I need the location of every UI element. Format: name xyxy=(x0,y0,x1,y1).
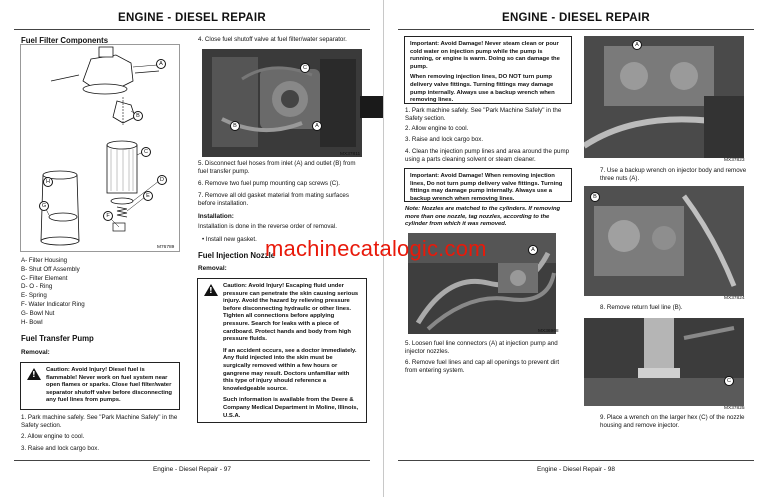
left-step-1: 1. Park machine safely. See "Park Machine Safely" in the Safety section. xyxy=(21,414,178,429)
injector-nuts-photo xyxy=(584,36,744,158)
legend-item: B- Shut Off Assembly xyxy=(21,265,80,273)
page-header: ENGINE - DIESEL REPAIR xyxy=(117,12,267,24)
right-step-8: 8. Remove return fuel line (B). xyxy=(600,304,683,311)
diagram-callout-d: D xyxy=(157,175,167,185)
photo1-code: MX37811 xyxy=(340,152,361,157)
damage-box-steam xyxy=(404,36,572,104)
return-line-photo xyxy=(584,186,744,296)
photo1-callout-c: C xyxy=(300,63,310,73)
right-step-5: 5. Loosen fuel line connectors (A) at injection pump and injector nozzles. xyxy=(405,340,558,355)
diagram-callout-b: B xyxy=(133,111,143,121)
photo-r3-callout-c: C xyxy=(724,376,734,386)
photo-r2-code: MX37824 xyxy=(724,296,745,301)
diagram-callout-h: H xyxy=(43,177,53,187)
page-footer: Engine - Diesel Repair - 97 xyxy=(152,466,232,473)
caution-box-fluid xyxy=(197,278,367,423)
damage-steam-text: Important: Avoid Damage! Never steam clean or pour cold water on injection pump while the pump is running, or engine is warm. Doing so can damage the pump. xyxy=(410,41,560,70)
legend-list xyxy=(21,257,85,327)
damage-lines-text: When removing injection lines, DO NOT turn pump delivery valve fittings. Turning fittings may damage pump internally. Always use a backup wrench when removing lines. xyxy=(410,74,555,104)
legend-item: H- Bowl xyxy=(21,318,43,326)
header-rule xyxy=(14,29,370,30)
fuel-transfer-pump-title: Fuel Transfer Pump xyxy=(21,334,94,343)
installation-text: Installation is done in the reverse order of removal. xyxy=(198,223,337,230)
footer-rule xyxy=(398,460,754,461)
page-footer: Engine - Diesel Repair - 98 xyxy=(536,466,616,473)
photo-r2-callout-b: B xyxy=(590,192,600,202)
header-rule xyxy=(398,29,754,30)
step-6-remove-screws: 6. Remove two fuel pump mounting cap screws (C). xyxy=(198,180,341,187)
right-step-3: 3. Raise and lock cargo box. xyxy=(405,136,484,143)
photo-mid-code: MX36968 xyxy=(538,329,559,334)
nozzle-note: Note: Nozzles are matched to the cylinders. If removing more than one nozzle, tag nozzles, according to the cylinder from which it was removed. xyxy=(405,206,561,228)
fuel-filter-title: Fuel Filter Components xyxy=(21,36,109,45)
photo-r1-code: MX37823 xyxy=(724,158,745,163)
fuel-filter-drawing xyxy=(21,45,181,253)
removal-label-2: Removal: xyxy=(198,265,227,272)
caution-fire-text: Caution: Avoid Injury! Diesel fuel is flammable! Never work on fuel system near open flames or sparks. Close fuel filter/water separator shutoff valve before disconnecting any fuel lines from pumps. xyxy=(46,367,173,404)
footer-rule xyxy=(14,460,370,461)
photo-r3-code: MX37825 xyxy=(724,406,745,411)
diagram-callout-a: A xyxy=(156,59,166,69)
step-5-disconnect-hoses: 5. Disconnect fuel hoses from inlet (A) and outlet (B) from fuel transfer pump. xyxy=(198,160,356,175)
step-7-remove-gasket: 7. Remove all old gasket material from mating surfaces before installation. xyxy=(198,192,349,207)
photo-r1-callout-a: A xyxy=(632,40,642,50)
injector-nuts-photo-drawing xyxy=(584,36,744,158)
fuel-injection-nozzle-title: Fuel Injection Nozzle xyxy=(198,251,276,260)
legend-item: E- Spring xyxy=(21,292,47,300)
nozzle-hex-photo-drawing xyxy=(584,318,744,406)
fuel-pump-photo xyxy=(202,49,362,157)
section-tab xyxy=(360,96,384,118)
photo-mid-callout-a: A xyxy=(528,245,538,255)
legend-item: C- Filter Element xyxy=(21,274,68,282)
diagram-callout-f: F xyxy=(103,211,113,221)
right-step-6: 6. Remove fuel lines and cap all openings to prevent dirt from entering system. xyxy=(405,359,560,374)
install-gasket-bullet: • Install new gasket. xyxy=(202,236,257,243)
removal-label: Removal: xyxy=(21,349,50,356)
diagram-callout-c: C xyxy=(141,147,151,157)
warning-triangle-icon: ! xyxy=(27,368,41,380)
legend-item: G- Bowl Nut xyxy=(21,309,55,317)
left-step-3: 3. Raise and lock cargo box. xyxy=(21,445,100,452)
photo1-callout-a: A xyxy=(312,121,322,131)
warning-triangle-icon: ! xyxy=(204,284,218,296)
legend-item: F- Water Indicator Ring xyxy=(21,300,85,308)
return-line-photo-drawing xyxy=(584,186,744,296)
legend-item: A- Filter Housing xyxy=(21,257,68,264)
diagram-callout-g: G xyxy=(39,201,49,211)
installation-label: Installation: xyxy=(198,213,234,220)
left-step-2: 2. Allow engine to cool. xyxy=(21,433,85,440)
right-step-9: 9. Place a wrench on the larger hex (C) of the nozzle housing and remove injector. xyxy=(600,414,745,429)
damage-box-lines xyxy=(404,168,572,202)
legend-item: D- O - Ring xyxy=(21,283,53,291)
caution-fluid-text-3: Such information is available from the Deere & Company Medical Department in Moline, Illinois, U.S.A. xyxy=(223,397,359,419)
caution-box-fire xyxy=(20,362,180,410)
caution-fluid-text-1: Caution: Avoid Injury! Escaping fluid under pressure can penetrate the skin causing serious injury. Avoid the hazard by relieving pressure before disconnecting hydraulic or other lines. Tighten all connections before applying pressure. Search for leaks with a piece of cardboard. Protect hands and body from high pressure fluids. xyxy=(223,283,359,343)
nozzle-hex-photo xyxy=(584,318,744,406)
right-step-7: 7. Use a backup wrench on injector body and remove three nuts (A). xyxy=(600,167,747,182)
watermark: machinecatalogic.com xyxy=(265,236,487,261)
right-step-2: 2. Allow engine to cool. xyxy=(405,125,469,132)
diagram-code: M76789 xyxy=(157,245,175,250)
photo1-callout-b: B xyxy=(230,121,240,131)
fuel-filter-diagram xyxy=(20,44,180,252)
page-header: ENGINE - DIESEL REPAIR xyxy=(501,12,651,24)
step-4-close-valve: 4. Close fuel shutoff valve at fuel filter/water separator. xyxy=(198,36,347,43)
damage-box-2-text: Important: Avoid Damage! When removing injection lines, Do not turn pump delivery valve fittings. Turning fittings may damage pump internally. Always use a backup wrench when removing lines. xyxy=(410,173,563,202)
caution-fluid-text-2: If an accident occurs, see a doctor immediately. Any fluid injected into the skin must be surgically removed within a few hours or gangrene may result. Doctors unfamiliar with this type of injury should reference a knowledgeable source. xyxy=(223,347,357,392)
right-step-4: 4. Clean the injection pump lines and area around the pump using a parts cleaning solvent or steam cleaner. xyxy=(405,148,570,163)
fuel-pump-photo-drawing xyxy=(202,49,362,157)
diagram-callout-e: E xyxy=(143,191,153,201)
right-step-1: 1. Park machine safely. See "Park Machine Safely" in the Safety section. xyxy=(405,107,562,122)
